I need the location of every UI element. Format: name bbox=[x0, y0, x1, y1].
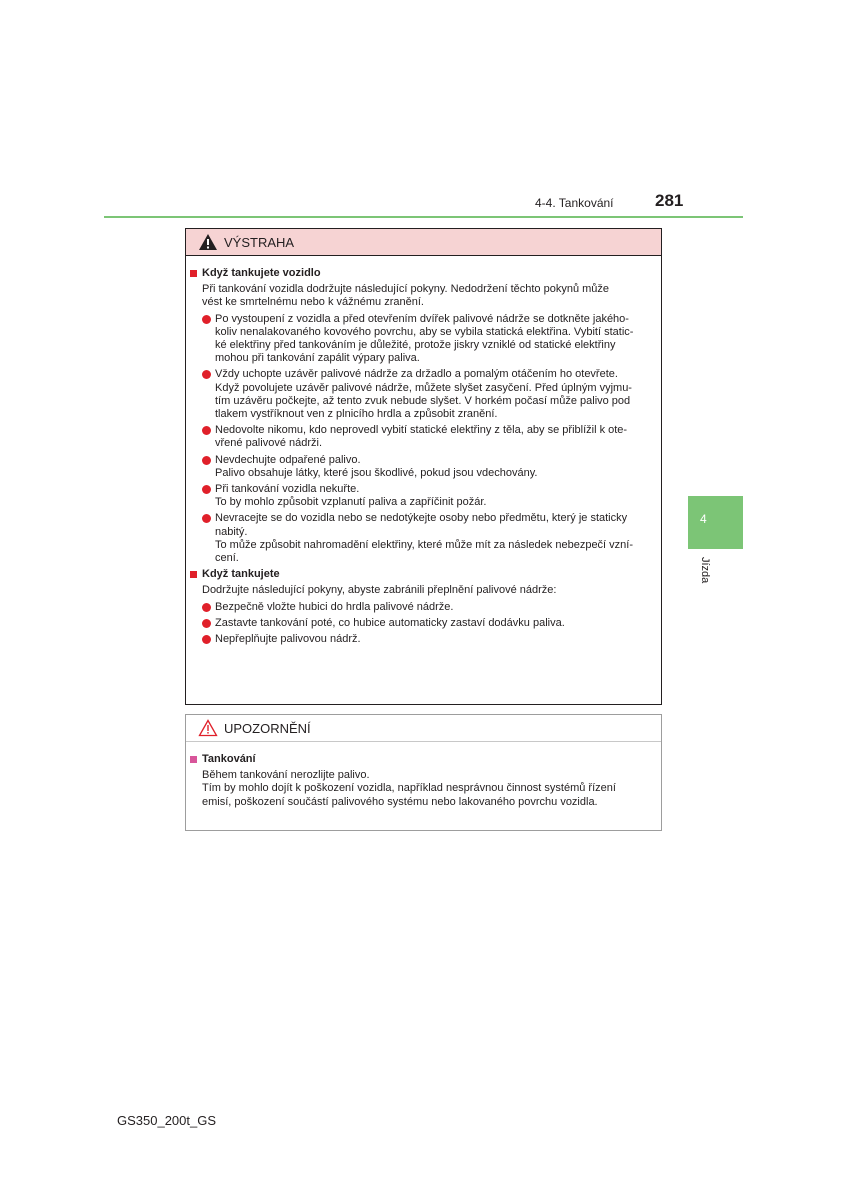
list-item bbox=[202, 633, 655, 646]
bullet-dot-icon bbox=[202, 514, 211, 523]
bullet-dot-icon bbox=[202, 619, 211, 628]
text-line: Při tankování vozidla dodržujte následující pokyny. Nedodržení těchto pokynů může bbox=[202, 283, 610, 296]
text-line: Nepřeplňujte palivovou nádrž. bbox=[215, 633, 361, 646]
list-item bbox=[202, 483, 655, 509]
warning-intro bbox=[202, 283, 655, 309]
text-line: To by mohlo způsobit vzplanutí paliva a zapříčinit požár. bbox=[215, 496, 487, 509]
text-line: Nevracejte se do vozidla nebo se nedotýkejte osoby nebo předmětu, který je staticky bbox=[215, 512, 628, 525]
warning-section-title bbox=[190, 568, 655, 581]
text-line: Tím by mohlo dojít k poškození vozidla, například nesprávnou činnost systémů řízení bbox=[202, 782, 616, 795]
caution-header bbox=[186, 715, 661, 742]
warning-triangle-icon bbox=[198, 233, 218, 251]
text-line: koliv nenalakovaného kovového povrchu, aby se vybila statická elektřina. Vybití static- bbox=[215, 325, 634, 338]
bullet-dot-icon bbox=[202, 635, 211, 644]
text-line: ké elektřiny před tankováním je důležité, protože jiskry vzniklé od statické elektřiny bbox=[215, 339, 616, 352]
square-bullet-icon bbox=[190, 270, 197, 277]
bullet-dot-icon bbox=[202, 426, 211, 435]
caution-section-title-text: Tankování bbox=[202, 753, 256, 765]
square-bullet-icon bbox=[190, 571, 197, 578]
text-line: Dodržujte následující pokyny, abyste zabránili přeplnění palivové nádrže: bbox=[202, 584, 557, 597]
warning-intro bbox=[202, 584, 655, 597]
list-item bbox=[202, 512, 655, 565]
text-line: Když povolujete uzávěr palivové nádrže, můžete slyšet zasyčení. Před úplným vyjmu- bbox=[215, 381, 632, 394]
text-line: emisí, poškození součástí palivového systému nebo lakovaného povrchu vozidla. bbox=[202, 795, 598, 808]
text-line: Při tankování vozidla nekuřte. bbox=[215, 483, 360, 496]
list-item bbox=[202, 454, 655, 480]
text-line: Zastavte tankování poté, co hubice automaticky zastaví dodávku paliva. bbox=[215, 616, 565, 629]
text-line: cení. bbox=[215, 552, 239, 565]
warning-box bbox=[185, 228, 662, 705]
list-item bbox=[202, 424, 655, 450]
text-line: Po vystoupení z vozidla a před otevřením dvířek palivové nádrže se dotkněte jakého- bbox=[215, 312, 629, 325]
text-line: tím uzávěru počkejte, až tento zvuk nebude slyšet. V horkém počasí může palivo pod bbox=[215, 394, 631, 407]
caution-section-title bbox=[190, 753, 655, 766]
list-item bbox=[202, 368, 655, 421]
page-number: 281 bbox=[655, 191, 684, 210]
header-divider bbox=[104, 216, 743, 218]
text-line: vřené palivové nádrži. bbox=[215, 437, 323, 450]
square-bullet-icon bbox=[190, 756, 197, 763]
section-heading: 4-4. Tankování bbox=[535, 196, 614, 210]
chapter-tab[interactable] bbox=[688, 496, 743, 549]
caution-box bbox=[185, 714, 662, 831]
warning-title: VÝSTRAHA bbox=[224, 234, 295, 250]
list-item bbox=[202, 617, 655, 630]
bullet-dot-icon bbox=[202, 603, 211, 612]
list-item bbox=[202, 601, 655, 614]
text-line: nabitý. bbox=[215, 525, 248, 538]
text-line: Palivo obsahuje látky, které jsou škodlivé, pokud jsou vdechovány. bbox=[215, 466, 538, 479]
text-line: To může způsobit nahromadění elektřiny, které může mít za následek nebezpečí vzní- bbox=[215, 538, 634, 551]
warning-section-title-text: Když tankujete vozidlo bbox=[202, 267, 321, 279]
caution-triangle-icon bbox=[198, 719, 218, 737]
bullet-dot-icon bbox=[202, 315, 211, 324]
chapter-tab-label: Jízda bbox=[699, 557, 711, 584]
warning-section-title-text: Když tankujete bbox=[202, 568, 280, 581]
document-code: GS350_200t_GS bbox=[117, 1113, 217, 1128]
bullet-dot-icon bbox=[202, 456, 211, 465]
text-line: Vždy uchopte uzávěr palivové nádrže za držadlo a pomalým otáčením ho otevřete. bbox=[215, 368, 618, 381]
caution-body bbox=[186, 742, 661, 809]
chapter-tab-number: 4 bbox=[700, 512, 707, 526]
bullet-dot-icon bbox=[202, 370, 211, 379]
list-item bbox=[202, 313, 655, 366]
text-line: Během tankování nerozlijte palivo. bbox=[202, 769, 370, 782]
text-line: vést ke smrtelnému nebo k vážnému zranění. bbox=[202, 296, 424, 309]
warning-header bbox=[186, 229, 661, 256]
text-line: mohou při tankování zapálit výpary paliva. bbox=[215, 352, 420, 365]
caution-text bbox=[202, 769, 655, 809]
bullet-dot-icon bbox=[202, 485, 211, 494]
text-line: tlakem vystříknout ven z plnicího hrdla a způsobit zranění. bbox=[215, 408, 498, 421]
text-line: Bezpečně vložte hubici do hrdla palivové nádrže. bbox=[215, 600, 454, 613]
caution-title: UPOZORNĚNÍ bbox=[224, 720, 311, 736]
text-line: Nevdechujte odpařené palivo. bbox=[215, 453, 361, 466]
warning-body bbox=[186, 256, 661, 646]
text-line: Nedovolte nikomu, kdo neprovedl vybití statické elektřiny z těla, aby se přiblížil k ote- bbox=[215, 424, 628, 437]
warning-section-title bbox=[190, 267, 655, 280]
